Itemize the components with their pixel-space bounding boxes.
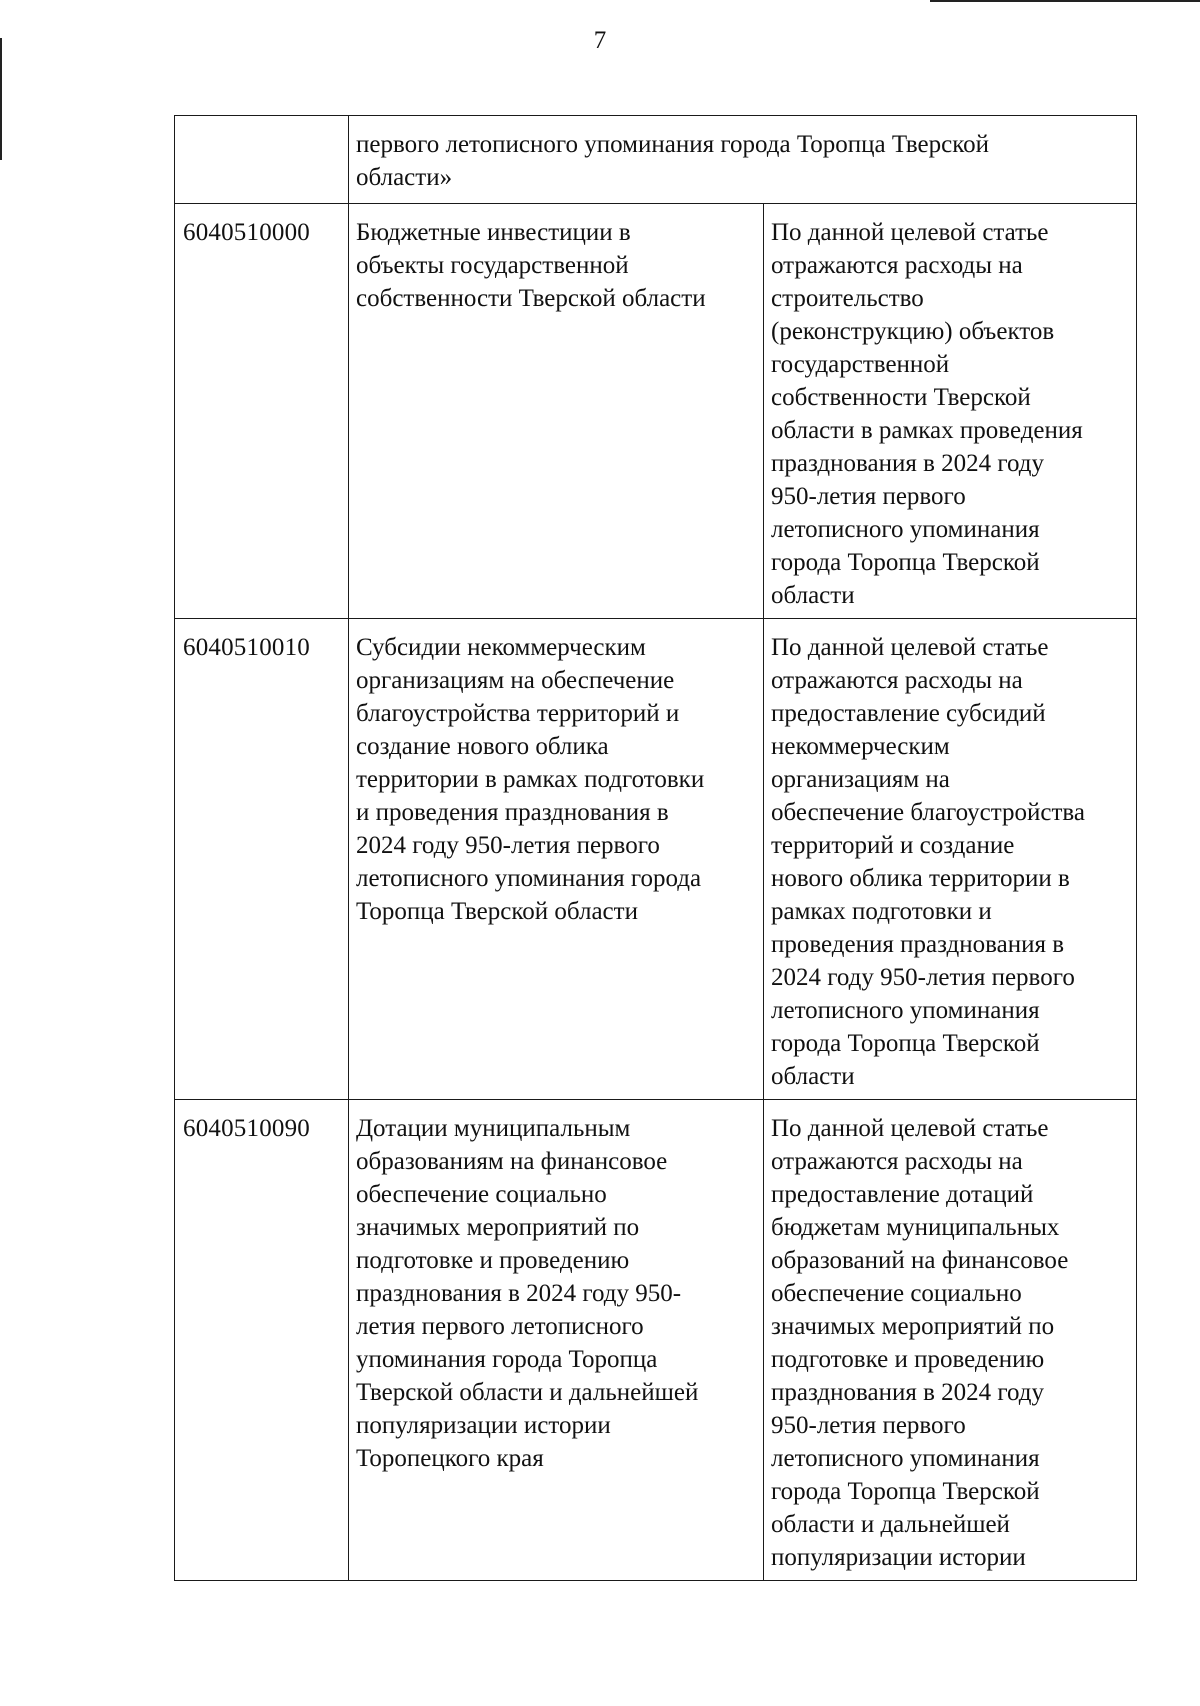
description-cell: По данной целевой статье отражаются расходы на предоставление субсидий некоммерческим организациям на обеспечение благоустройства территорий и создание нового облика территории в рамках подготовки и проведения празднования в 2024 году 950-летия первого летописного упоминания города Торопца Тверской области <box>764 619 1137 1100</box>
name-cell: Субсидии некоммерческим организациям на обеспечение благоустройства территорий и создание нового облика территории в рамках подготовки и проведения празднования в 2024 году 950-летия первого летописного упоминания города Торопца Тверской области <box>349 619 764 1100</box>
continued-text-cell: первого летописного упоминания города Торопца Тверской области» <box>349 116 1137 204</box>
page-number: 7 <box>593 27 607 54</box>
scan-edge-top-rule <box>930 0 1200 2</box>
code-cell: 6040510090 <box>175 1100 349 1581</box>
table-row <box>175 116 1137 204</box>
description-cell: По данной целевой статье отражаются расходы на строительство (реконструкцию) объектов государственной собственности Тверской области в рамках проведения празднования в 2024 году 950-летия первого летописного упоминания города Торопца Тверской области <box>764 204 1137 619</box>
name-cell: Бюджетные инвестиции в объекты государственной собственности Тверской области <box>349 204 764 619</box>
code-cell <box>175 116 349 204</box>
description-cell: По данной целевой статье отражаются расходы на предоставление дотаций бюджетам муниципальных образований на финансовое обеспечение социально значимых мероприятий по подготовке и проведению празднования в 2024 году 950-летия первого летописного упоминания города Торопца Тверской области и дальнейшей популяризации истории <box>764 1100 1137 1581</box>
name-cell: Дотации муниципальным образованиям на финансовое обеспечение социально значимых мероприятий по подготовке и проведению празднования в 2024 году 950- летия первого летописного упоминания города Торопца Тверской области и дальнейшей популяризации истории Торопецкого края <box>349 1100 764 1581</box>
table-row <box>175 619 1137 1100</box>
table-row <box>175 1100 1137 1581</box>
code-cell: 6040510010 <box>175 619 349 1100</box>
target-articles-table <box>174 115 1137 1581</box>
scan-edge-left-rule <box>0 38 2 160</box>
code-cell: 6040510000 <box>175 204 349 619</box>
table-row <box>175 204 1137 619</box>
